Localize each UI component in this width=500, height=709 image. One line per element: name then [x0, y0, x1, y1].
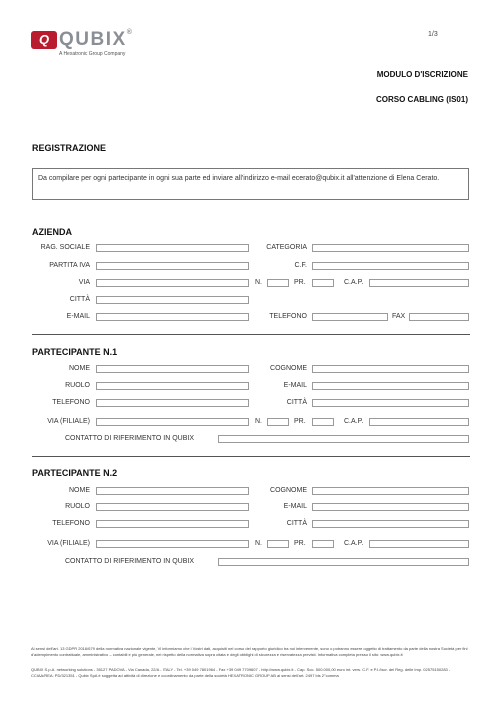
telefono-field[interactable] [312, 313, 388, 321]
p2-email-field[interactable] [312, 503, 469, 511]
p2-n-field[interactable] [267, 540, 289, 548]
label-ruolo: RUOLO [65, 503, 90, 510]
label-citta: CITTÀ [286, 520, 307, 527]
n-field[interactable] [267, 279, 289, 287]
section-partecipante-2: PARTECIPANTE N.2 [32, 468, 118, 478]
p1-email-field[interactable] [312, 382, 469, 390]
label-fax: FAX [392, 313, 406, 320]
section-partecipante-1: PARTECIPANTE N.1 [32, 347, 118, 357]
label-n: N. [255, 418, 262, 425]
section-divider [32, 334, 470, 335]
instructions-box [32, 168, 469, 200]
label-categoria: CATEGORIA [266, 244, 307, 251]
instructions-text: Da compilare per ogni partecipante in ogni sua parte ed inviare all'indirizzo e-mail ecerato@qubix.it all'attenzione di Elena Cerato. [38, 175, 440, 182]
label-via-filiale: VIA (FILIALE) [47, 418, 90, 425]
label-ruolo: RUOLO [65, 382, 90, 389]
label-contatto: CONTATTO DI RIFERIMENTO IN QUBIX [65, 435, 194, 442]
label-cognome: COGNOME [270, 365, 307, 372]
label-cap: C.A.P. [344, 279, 364, 286]
label-rag-sociale: RAG. SOCIALE [40, 244, 90, 251]
categoria-field[interactable] [312, 244, 469, 252]
p1-nome-field[interactable] [96, 365, 249, 373]
logo-wordmark: QUBIX® [59, 29, 134, 50]
label-via: VIA [78, 279, 90, 286]
p2-cognome-field[interactable] [312, 487, 469, 495]
p1-telefono-field[interactable] [96, 399, 249, 407]
page-number: 1/3 [428, 31, 438, 38]
company-info: QUBIX S.p.A. networking solutions - 35127 PADOVA - Via Canada, 22/A - ITALY - Tel. +39 049 7801964 - Fax +39 049 7709607 - http://www.qubix.it - Cap. Soc. 500.000,00 euro int. vers. C.F. e P.I./Iscr. del Reg. delle Imp. 02575150283 - CCIAA/REA: PD/321351 - Qubix SpA è soggetta ad attività di direzione e coordinamento da parte della società HEXATRONIC GROUP AB ai sensi dell'art. 2497 bis 2°comma [31, 667, 451, 678]
partita-iva-field[interactable] [96, 262, 249, 270]
p2-contatto-field[interactable] [218, 558, 469, 566]
label-pr: PR. [294, 540, 306, 547]
label-email: E-MAIL [66, 313, 90, 320]
qubix-logo-icon: Q [31, 31, 57, 49]
label-via-filiale: VIA (FILIALE) [47, 540, 90, 547]
label-n: N. [255, 540, 262, 547]
label-cap: C.A.P. [344, 418, 364, 425]
p2-cap-field[interactable] [369, 540, 469, 548]
p1-contatto-field[interactable] [218, 435, 469, 443]
label-telefono: TELEFONO [52, 520, 90, 527]
p1-pr-field[interactable] [312, 418, 334, 426]
label-email: E-MAIL [283, 382, 307, 389]
section-azienda: AZIENDA [32, 227, 72, 237]
section-divider [32, 456, 470, 457]
rag-sociale-field[interactable] [96, 244, 249, 252]
fax-field[interactable] [409, 313, 469, 321]
form-title: MODULO D'ISCRIZIONE [376, 70, 468, 79]
p1-cap-field[interactable] [369, 418, 469, 426]
email-field[interactable] [96, 313, 249, 321]
section-registrazione: REGISTRAZIONE [32, 143, 107, 153]
pr-field[interactable] [312, 279, 334, 287]
p2-nome-field[interactable] [96, 487, 249, 495]
label-cap: C.A.P. [344, 540, 364, 547]
p1-via-field[interactable] [96, 418, 249, 426]
cap-field[interactable] [369, 279, 469, 287]
logo-tagline: A Hexatronic Group Company [59, 51, 126, 57]
label-telefono: TELEFONO [52, 399, 90, 406]
citta-field[interactable] [96, 296, 249, 304]
p2-pr-field[interactable] [312, 540, 334, 548]
label-pr: PR. [294, 418, 306, 425]
privacy-notice: Ai sensi dell'art. 13 GDPR 2016/679 della normativa nazionale vigente, Vi informiamo che i Vostri dati, acquisiti nel corso del rapporto giuridico tra noi intervenente, sono o potranno essere oggetto di trattamento da parte della nostra Società per fini d'adempimento contrattuale, amministrativo – contabili e più generale, nel rispetto della normativa sopra citata e degli obblighi di sicurezza e riservatezza previsti. Informativa completa presso il sito: www.qubix.it [31, 646, 468, 657]
p1-ruolo-field[interactable] [96, 382, 249, 390]
label-nome: NOME [69, 487, 90, 494]
cf-field[interactable] [312, 262, 469, 270]
p2-ruolo-field[interactable] [96, 503, 249, 511]
label-telefono: TELEFONO [269, 313, 307, 320]
label-n: N. [255, 279, 262, 286]
label-partita-iva: PARTITA IVA [49, 262, 90, 269]
p1-citta-field[interactable] [312, 399, 469, 407]
label-contatto: CONTATTO DI RIFERIMENTO IN QUBIX [65, 558, 194, 565]
label-email: E-MAIL [283, 503, 307, 510]
label-citta: CITTÀ [286, 399, 307, 406]
p1-cognome-field[interactable] [312, 365, 469, 373]
label-citta: CITTÀ [69, 296, 90, 303]
label-cf: C.F. [294, 262, 307, 269]
label-cognome: COGNOME [270, 487, 307, 494]
via-field[interactable] [96, 279, 249, 287]
p2-citta-field[interactable] [312, 520, 469, 528]
course-title: CORSO CABLING (IS01) [375, 95, 468, 104]
p2-telefono-field[interactable] [96, 520, 249, 528]
p1-n-field[interactable] [267, 418, 289, 426]
label-nome: NOME [69, 365, 90, 372]
label-pr: PR. [294, 279, 306, 286]
p2-via-field[interactable] [96, 540, 249, 548]
